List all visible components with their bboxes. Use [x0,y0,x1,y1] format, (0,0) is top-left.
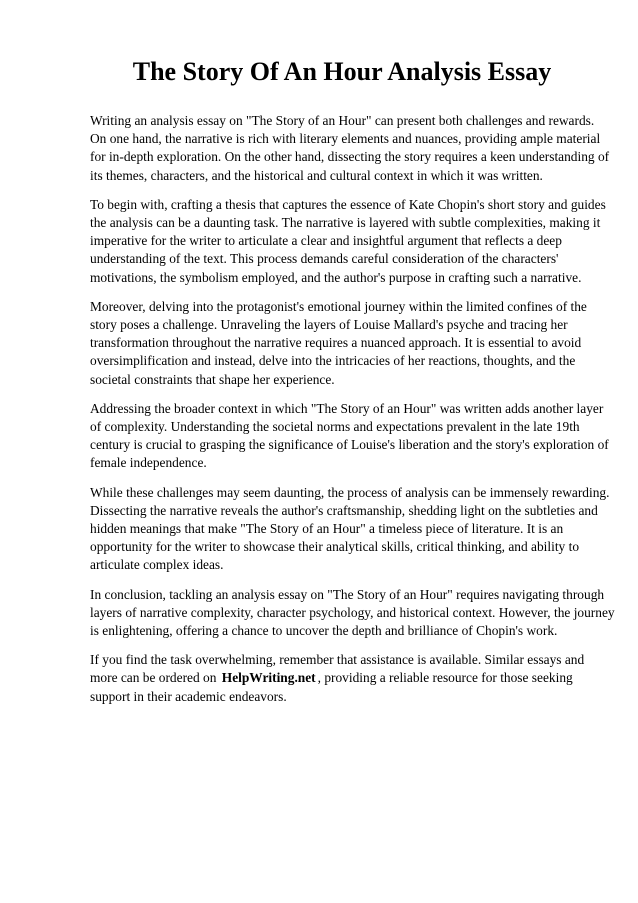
paragraph-line: Addressing the broader context in which "The Story of an Hour" was written adds another layer [90,400,604,416]
document-title: The Story Of An Hour Analysis Essay [132,57,552,86]
paragraph-list [90,112,615,640]
body-paragraph [90,298,594,389]
paragraph-line: transformation throughout the narrative requires a nuanced approach. It is essential to avoid [90,335,582,351]
closing-line-2 [90,669,594,687]
paragraph-line: for in-depth exploration. On the other hand, dissecting the story requires a keen understanding of [90,149,610,165]
paragraph-line: While these challenges may seem daunting, the process of analysis can be immensely rewarding. [90,484,610,500]
paragraph-line: hidden meanings that make "The Story of an Hour" a timeless piece of literature. It is an [90,521,564,537]
body-paragraph [90,586,615,641]
body-paragraph [90,112,610,185]
closing-line-2-after: , providing a reliable resource for those seeking [317,670,573,686]
paragraph-line: understanding of the text. This process demands careful consideration of the characters' [90,251,559,267]
body-paragraph [90,196,606,287]
paragraph-line: female independence. [90,455,207,471]
paragraph-line: is enlightening, offering a chance to uncover the depth and brilliance of Chopin's work. [90,623,558,639]
helpwriting-link[interactable]: HelpWriting.net [221,670,316,686]
body-paragraph [90,484,610,575]
body-paragraph [90,400,609,473]
paragraph-line: story poses a challenge. Unraveling the layers of Louise Mallard's psyche and tracing her [90,317,568,333]
paragraph-line: articulate complex ideas. [90,557,224,573]
paragraph-line: imperative for the writer to articulate a clear and insightful argument that reflects a deep [90,233,562,249]
paragraph-line: of complexity. Understanding the societal norms and expectations prevalent in the late 19th [90,419,580,435]
closing-line-2-before: more can be ordered on [90,670,217,686]
paragraph-line: oversimplification and instead, delve into the intricacies of her reactions, thoughts, and the [90,353,576,369]
closing-paragraph [90,651,594,706]
paragraph-line: Moreover, delving into the protagonist's emotional journey within the limited confines of the [90,298,587,314]
paragraph-line: opportunity for the writer to showcase their analytical skills, critical thinking, and ability to [90,539,580,555]
paragraph-line: Dissecting the narrative reveals the author's craftsmanship, shedding light on the subtleties and [90,502,598,518]
paragraph-line: layers of narrative complexity, character psychology, and historical context. However, the journey [90,604,615,620]
paragraph-line: societal constraints that shape her experience. [90,371,335,387]
paragraph-line: the analysis can be a daunting task. The narrative is layered with subtle complexities, making it [90,215,601,231]
paragraph-line: To begin with, crafting a thesis that captures the essence of Kate Chopin's short story and guides [90,196,606,212]
paragraph-line: Writing an analysis essay on "The Story of an Hour" can present both challenges and rewards. [90,113,595,128]
paragraph-line: century is crucial to grasping the significance of Louise's liberation and the story's exploration of [90,437,609,453]
closing-line-3: support in their academic endeavors. [90,688,287,704]
paragraph-line: its themes, characters, and the historical and cultural context in which it was written. [90,167,543,183]
paragraph-line: On one hand, the narrative is rich with literary elements and nuances, providing ample material [90,131,601,147]
paragraph-line: In conclusion, tackling an analysis essay on "The Story of an Hour" requires navigating through [90,586,605,602]
closing-line-1: If you find the task overwhelming, remember that assistance is available. Similar essays and [90,652,585,668]
paragraph-line: motivations, the symbolism employed, and the author's purpose in crafting such a narrative. [90,269,582,285]
